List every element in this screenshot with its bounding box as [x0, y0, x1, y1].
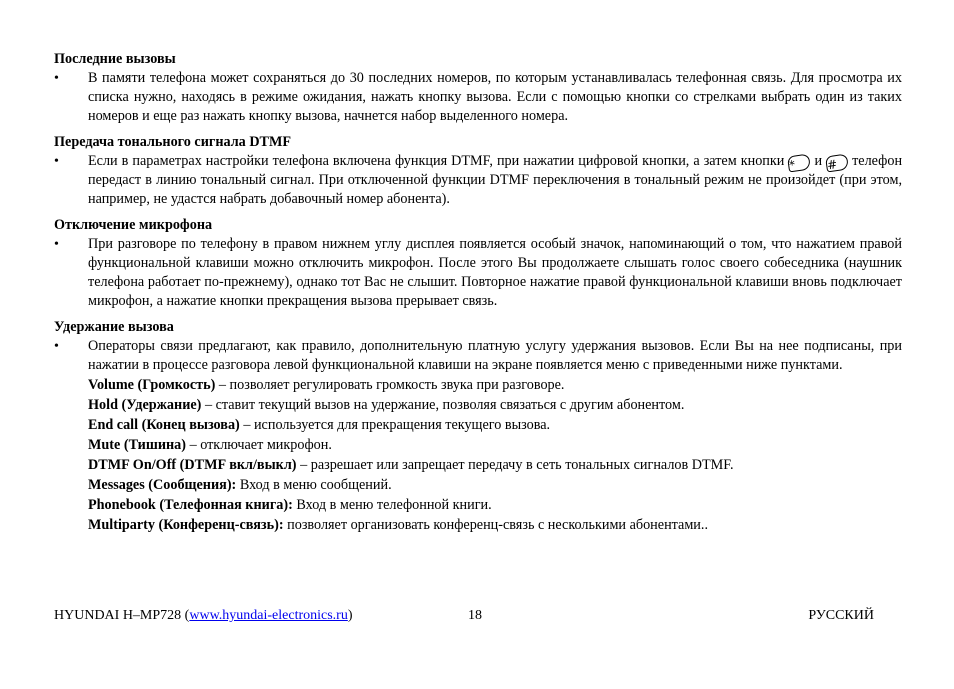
- text-fragment: Если в параметрах настройки телефона включена функция DTMF, при нажатии цифровой кнопки, а затем кнопки: [88, 153, 785, 169]
- menu-term: Messages (Сообщения):: [88, 477, 237, 493]
- section-heading: Удержание вызова: [54, 319, 174, 335]
- bullet: •: [54, 339, 59, 354]
- menu-definition: [88, 475, 902, 495]
- section-heading: Передача тонального сигнала DTMF: [54, 134, 292, 150]
- bullet: •: [54, 237, 59, 252]
- menu-description: – используется для прекращения текущего вызова.: [239, 417, 551, 433]
- menu-definition: [88, 435, 902, 455]
- menu-term: Volume (Громкость): [88, 377, 216, 393]
- list-item: [54, 337, 902, 535]
- bullet: •: [54, 71, 59, 86]
- footer-model: [54, 606, 353, 626]
- section-dtmf: [54, 133, 902, 209]
- star-key-icon: *: [787, 154, 811, 173]
- menu-description: – позволяет регулировать громкость звука при разговоре.: [215, 377, 565, 393]
- menu-description: – ставит текущий вызов на удержание, позволяя связаться с другим абонентом.: [201, 397, 685, 413]
- paragraph: В памяти телефона может сохраняться до 30 последних номеров, по которым устанавливалась телефонная связь. Для просмотра их списка нужно, находясь в режиме ожидания, нажать кнопку вызова. Если с помощью кнопки со стрелками выбрать один из таких номеров и еще раз нажать кнопку вызова, начнется набор выделенного номера.: [88, 70, 902, 124]
- text-fragment: и: [814, 153, 823, 169]
- document-page: [54, 50, 902, 542]
- menu-term: Mute (Тишина): [88, 437, 187, 453]
- paragraph: Операторы связи предлагают, как правило, дополнительную платную услугу удержания вызовов. Если Вы на нее подписаны, при нажатии в процессе разговора левой функциональной клавиши на экране появляется меню с приведенными ниже пунктами.: [88, 338, 902, 373]
- menu-term: Hold (Удержание): [88, 397, 202, 413]
- menu-definition: [88, 515, 902, 535]
- footer-paren: ): [347, 608, 353, 623]
- website-link[interactable]: www.hyundai-electronics.ru: [189, 608, 348, 623]
- section-recent-calls: [54, 50, 902, 126]
- page-number: 18: [468, 608, 482, 623]
- section-heading: Отключение микрофона: [54, 217, 213, 233]
- menu-term: End call (Конец вызова): [88, 417, 240, 433]
- paragraph: [88, 152, 902, 209]
- menu-description: Вход в меню телефонной книги.: [292, 497, 492, 513]
- list-item: [54, 152, 902, 209]
- footer-language: РУССКИЙ: [808, 608, 874, 623]
- text-fragment: телефон передаст в линию тональный сигнал. При отключенной функции DTMF переключения в тональный режим не произойдет (при этом, например, не удастся набрать добавочный номер абонента).: [88, 153, 903, 207]
- menu-description: Вход в меню сообщений.: [236, 477, 392, 493]
- menu-definition: [88, 455, 902, 475]
- menu-definition: [88, 375, 902, 395]
- menu-definition: [88, 415, 902, 435]
- paragraph: При разговоре по телефону в правом нижнем углу дисплея появляется особый значок, напоминающий о том, что нажатием правой функциональной клавиши можно отключить микрофон. После этого Вы продолжаете слышать голос своего собеседника (наушник телефона работает по-прежнему), однако тот Вас не слышит. Повторное нажатие правой функциональной клавиши вновь подключает микрофон, а нажатие кнопки прекращения вызова прерывает связь.: [88, 236, 902, 309]
- menu-description: – отключает микрофон.: [186, 437, 332, 453]
- list-item: [54, 69, 902, 126]
- section-hold: [54, 318, 902, 535]
- list-item: [54, 235, 902, 311]
- menu-definition-list: [88, 375, 902, 535]
- menu-definition: [88, 395, 902, 415]
- page-footer: [54, 606, 874, 626]
- menu-term: Multiparty (Конференц-связь):: [88, 517, 284, 533]
- footer-model-text: HYUNDAI H–MP728 (: [54, 608, 190, 623]
- menu-term: DTMF On/Off (DTMF вкл/выкл): [88, 457, 297, 473]
- bullet: •: [54, 154, 59, 169]
- menu-term: Phonebook (Телефонная книга):: [88, 497, 293, 513]
- hash-key-icon: #: [825, 154, 849, 173]
- section-mute: [54, 216, 902, 311]
- menu-definition: [88, 495, 902, 515]
- section-heading: Последние вызовы: [54, 51, 176, 67]
- menu-description: – разрешает или запрещает передачу в сеть тональных сигналов DTMF.: [296, 457, 734, 473]
- menu-description: позволяет организовать конференц-связь с несколькими абонентами..: [283, 517, 708, 533]
